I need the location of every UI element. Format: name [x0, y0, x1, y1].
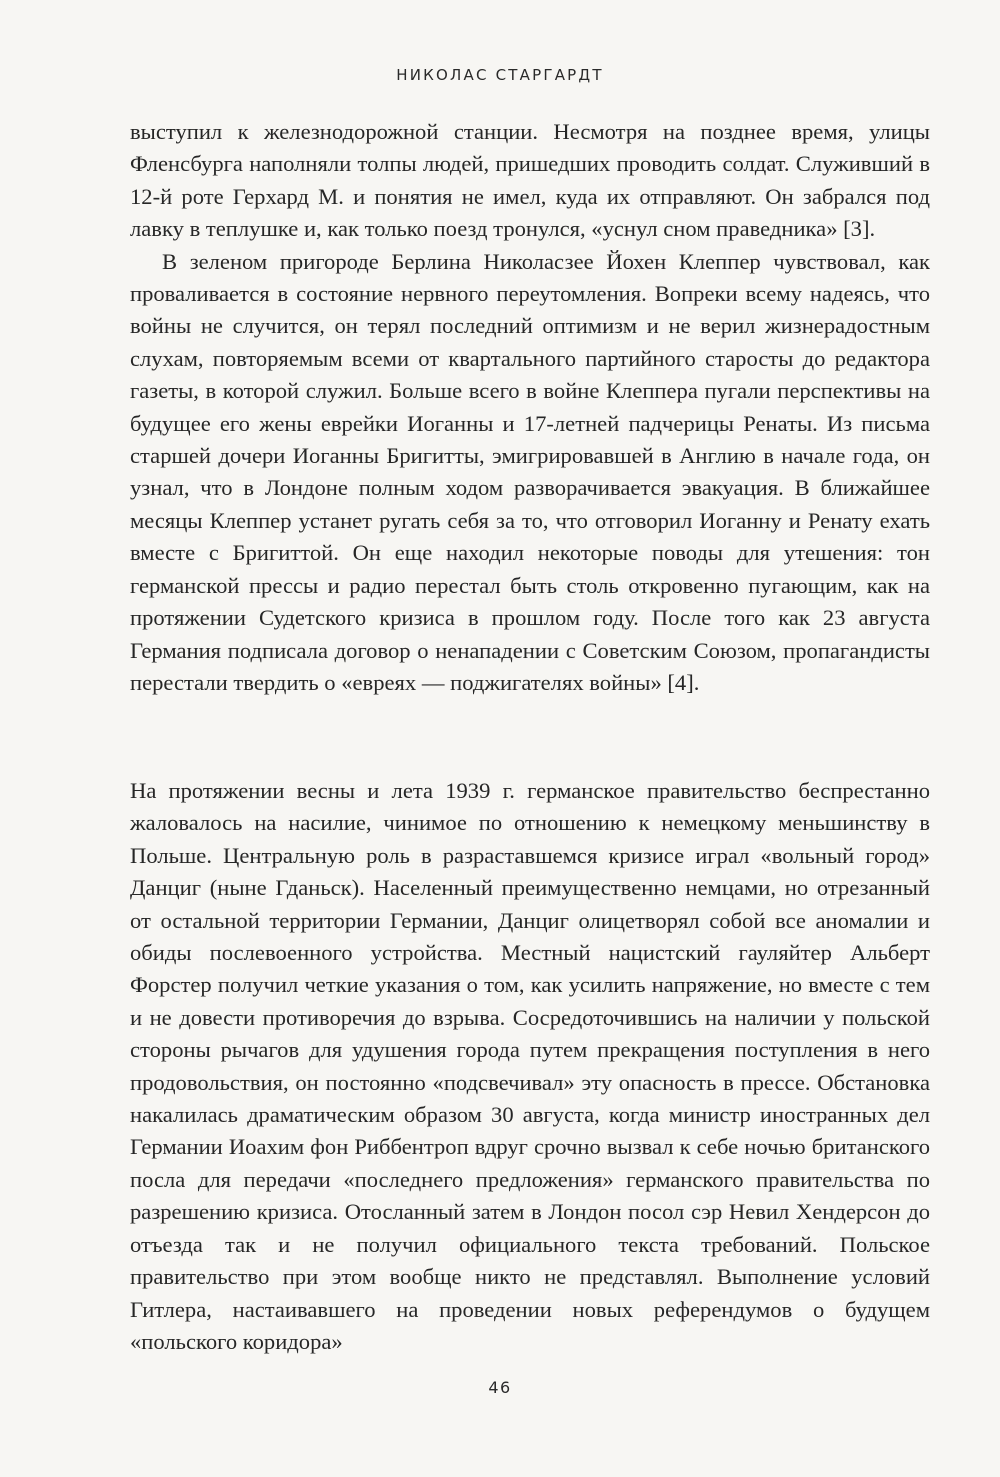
paragraph-continued: выступил к железнодорожной станции. Несмотря на позднее время, улицы Фленсбурга наполняли толпы людей, пришедших проводить солдат. Служивший в 12-й роте Герхард М. и понятия не имел, куда их отправляют. Он забрался под лавку в теплушке и, как только поезд тронулся, «уснул сном праведника» [3]. [130, 119, 930, 242]
page-number: 46 [488, 1378, 512, 1397]
paragraph: На протяжении весны и лета 1939 г. германское правительство беспрестанно жаловалось на насилие, чинимое по отношению к немецкому меньшинству в Польше. Центральную роль в разраставшемся кризисе играл «вольный город» Данциг (ныне Гданьск). Населенный преимущественно немцами, но отрезанный от остальной территории Германии, Данциг олицетворял собой все аномалии и обиды послевоенного устройства. Местный нацистский гауляйтер Альберт Форстер получил четкие указания о том, как усилить напряжение, но вместе с тем и не довести противоречия до взрыва. Сосредоточившись на наличии у польской стороны рычагов для удушения города путем прекращения поступления в него продовольствия, он постоянно «подсвечивал» эту опасность в прессе. Обстановка накалилась драматическим образом 30 августа, когда министр иностранных дел Германии Иоахим фон Риббентроп вдруг срочно вызвал к себе ночью британского посла для передачи «последнего предложения» германского правительства по разрешению кризиса. Отосланный затем в Лондон посол сэр Невил Хендерсон до отъезда так и не получил официального текста требований. Польское правительство при этом вообще никто не представлял. Выполнение условий Гитлера, настаивавшего на проведении новых референдумов о будущем «польского коридора» [130, 778, 930, 1354]
running-header: НИКОЛАС СТАРГАРДТ [396, 66, 604, 84]
text-section-1 [130, 116, 930, 699]
paragraph: В зеленом пригороде Берлина Николасзее Йохен Клеппер чувствовал, как проваливается в состояние нервного переутомления. Вопреки всему надеясь, что войны не случится, он терял последний оптимизм и не верил жизнерадостным слухам, повторяемым всеми от квартального партийного старосты до редактора газеты, в которой служил. Больше всего в войне Клеппера пугали перспективы на будущее его жены еврейки Иоганны и 17-летней падчерицы Ренаты. Из письма старшей дочери Иоганны Бригитты, эмигрировавшей в Англию в начале года, он узнал, что в Лондоне полным ходом разворачивается эвакуация. В ближайшее месяцы Клеппер устанет ругать себя за то, что отговорил Иоганну и Ренату ехать вместе с Бригиттой. Он еще находил некоторые поводы для утешения: тон германской прессы и радио перестал быть столь откровенно пугающим, как на протяжении Судетского кризиса в прошлом году. После того как 23 августа Германия подписала договор о ненападении с Советским Союзом, пропагандисты перестали твердить о «евреях — поджигателях войны» [4]. [130, 248, 930, 695]
text-section-2 [130, 775, 930, 1358]
